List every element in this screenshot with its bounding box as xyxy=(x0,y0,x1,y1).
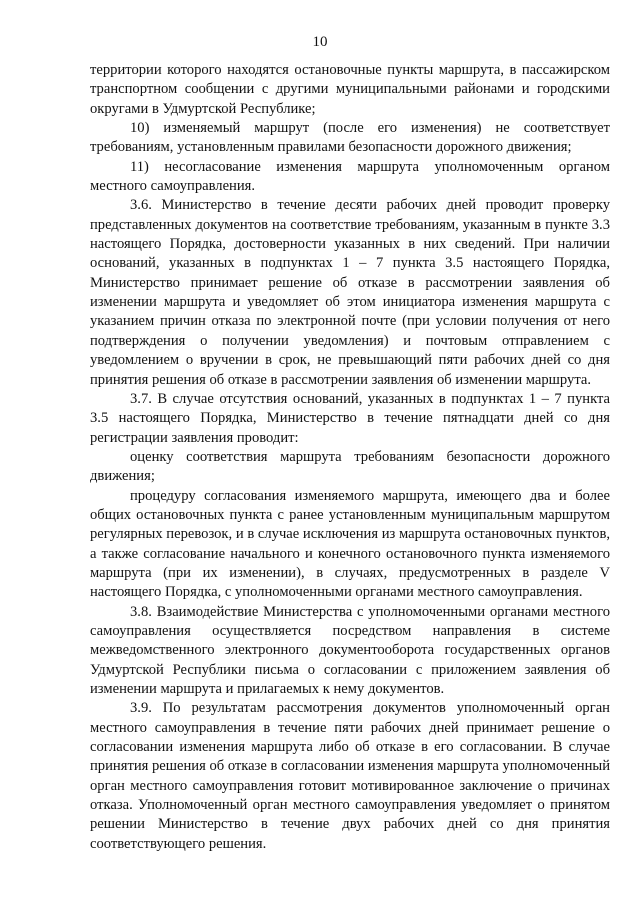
paragraph-3-8: 3.8. Взаимодействие Министерства с уполномоченными органами местного самоуправления осуществляется посредством направления в системе межведомственного электронного документооборота государственных органов Удмуртской Республики письма о согласовании с приложением заявления об изменении маршрута и прилагаемых к нему документов. xyxy=(90,603,610,697)
paragraph-3-7-assessment: оценку соответствия маршрута требованиям безопасности дорожного движения; xyxy=(90,448,610,485)
page-number: 10 xyxy=(312,34,328,50)
paragraph-3-6: 3.6. Министерство в течение десяти рабочих дней проводит проверку представленных документов на соответствие требованиям, указанным в пункте 3.3 настоящего Порядка, достоверности указанных в них сведений. При наличии оснований, указанных в подпунктах 1 – 7 пункта 3.5 настоящего Порядка, Министерство принимает решение об отказе в рассмотрении заявления об изменении маршрута и уведомляет об этом инициатора изменения маршрута с указанием причин отказа по электронной почте (при условии получения от него подтверждения о получении уведомления) и почтовым отправлением с уведомлением о вручении в срок, не превышающий пяти рабочих дней со дня принятия решения об отказе в рассмотрении заявления об изменении маршрута. xyxy=(90,197,610,388)
paragraph-3-9: 3.9. По результатам рассмотрения документов уполномоченный орган местного самоуправления в течение пяти рабочих дней принимает решение о согласовании изменения маршрута либо об отказе в его согласовании. В случае принятия решения об отказе в согласовании изменения маршрута уполномоченный орган местного самоуправления готовит мотивированное заключение о причинах отказа. Уполномоченный орган местного самоуправления уведомляет о принятом решении Министерство в течение двух рабочих дней со дня принятия соответствующего решения. xyxy=(90,700,611,852)
paragraph-3-7-approval: процедуру согласования изменяемого маршрута, имеющего два и более общих остановочных пункта с ранее установленным муниципальным маршрутом регулярных перевозок, и в случае исключения из маршрута остановочных пунктов, а также согласование начального и конечного остановочного пункта изменяемого маршрута (при их изменении), в случаях, предусмотренных в разделе V настоящего Порядка, с уполномоченными органами местного самоуправления. xyxy=(90,487,610,601)
paragraph-item-10: 10) изменяемый маршрут (после его изменения) не соответствует требованиям, установленным правилами безопасности дорожного движения; xyxy=(90,120,610,156)
document-body xyxy=(90,61,610,854)
paragraph-continuation: территории которого находятся остановочные пункты маршрута, в пассажирском транспортном сообщении с другими муниципальными районами и городскими округами в Удмуртской Республике; xyxy=(90,62,610,117)
paragraph-item-11: 11) несогласование изменения маршрута уполномоченным органом местного самоуправления. xyxy=(90,158,610,195)
paragraph-3-7: 3.7. В случае отсутствия оснований, указанных в подпунктах 1 – 7 пункта 3.5 настоящего Порядка, Министерство в течение пятнадцати дней со дня регистрации заявления проводит: xyxy=(90,390,610,446)
